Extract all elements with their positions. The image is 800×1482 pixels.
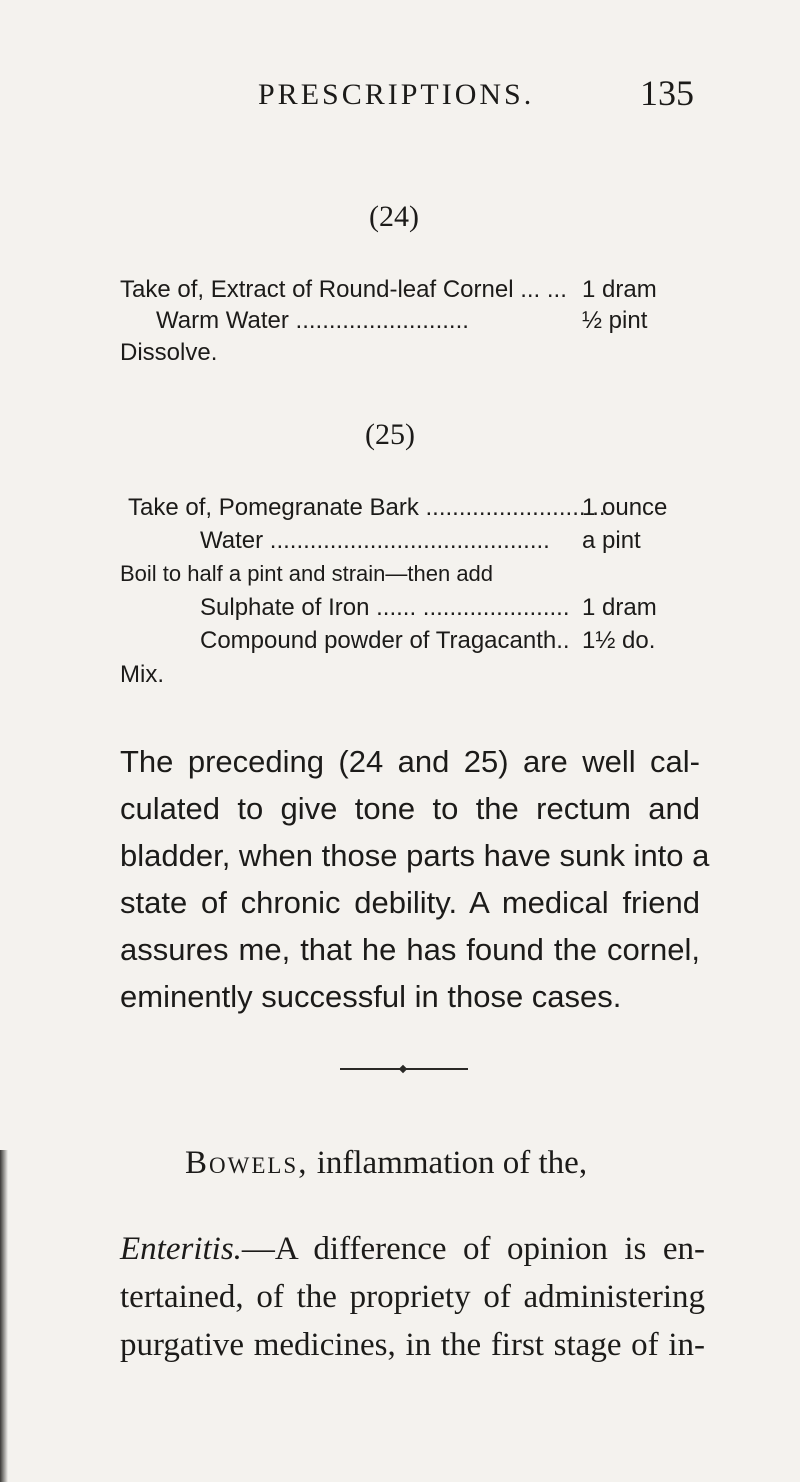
page-number: 135 (640, 73, 694, 113)
section-paragraph (120, 1225, 705, 1369)
section-line (120, 1225, 705, 1273)
prescription-24-qty-1: 1 dram (582, 276, 657, 303)
prescription-25-direction: Mix. (120, 661, 164, 688)
section-line: tertained, of the propriety of administering (120, 1279, 705, 1315)
prescription-25-line-5: Compound powder of Tragacanth.. (200, 627, 570, 654)
commentary-paragraph (120, 738, 710, 1020)
section-lead-term: Enteritis. (120, 1231, 242, 1267)
section-heading-rest: inflammation of the, (308, 1145, 588, 1181)
prescription-25-qty-4: 1 dram (582, 594, 657, 621)
prescription-25-line-1: Take of, Pomegranate Bark ........................... (128, 494, 606, 521)
section-heading-term: Bowels, (185, 1145, 309, 1181)
section-divider (340, 1068, 468, 1070)
prescription-25-line-4: Sulphate of Iron ...... ...................... (200, 594, 570, 621)
prescription-25-number: (25) (365, 418, 415, 451)
section-line: purgative medicines, in the first stage of in- (120, 1327, 705, 1363)
paragraph-line: bladder, when those parts have sunk into a (120, 838, 710, 873)
section-line-1-text: —A difference of opinion is en- (241, 1231, 705, 1267)
section-heading (185, 1145, 587, 1182)
prescription-25-line-3: Boil to half a pint and strain—then add (120, 561, 494, 586)
paragraph-line: state of chronic debility. A medical friend (120, 885, 700, 920)
prescription-25-line-2: Water .......................................... (200, 527, 550, 554)
prescription-24-number: (24) (369, 200, 419, 233)
paragraph-line: culated to give tone to the rectum and (120, 791, 700, 826)
prescription-24-qty-2: ½ pint (582, 307, 648, 334)
prescription-25-qty-5: 1½ do. (582, 627, 656, 654)
prescription-25-qty-1: 1 ounce (582, 494, 668, 521)
paragraph-line: assures me, that he has found the cornel, (120, 932, 700, 967)
prescription-25-qty-2: a pint (582, 527, 641, 554)
page-edge-shadow (0, 1150, 8, 1482)
paragraph-line: The preceding (24 and 25) are well cal- (120, 744, 700, 779)
prescription-24-line-2: Warm Water .......................... (156, 307, 469, 334)
prescription-24-line-1: Take of, Extract of Round-leaf Cornel ... ... (120, 276, 567, 303)
paragraph-line: eminently successful in those cases. (120, 979, 622, 1014)
running-head: PRESCRIPTIONS. (258, 78, 535, 111)
prescription-24-direction: Dissolve. (120, 339, 218, 366)
